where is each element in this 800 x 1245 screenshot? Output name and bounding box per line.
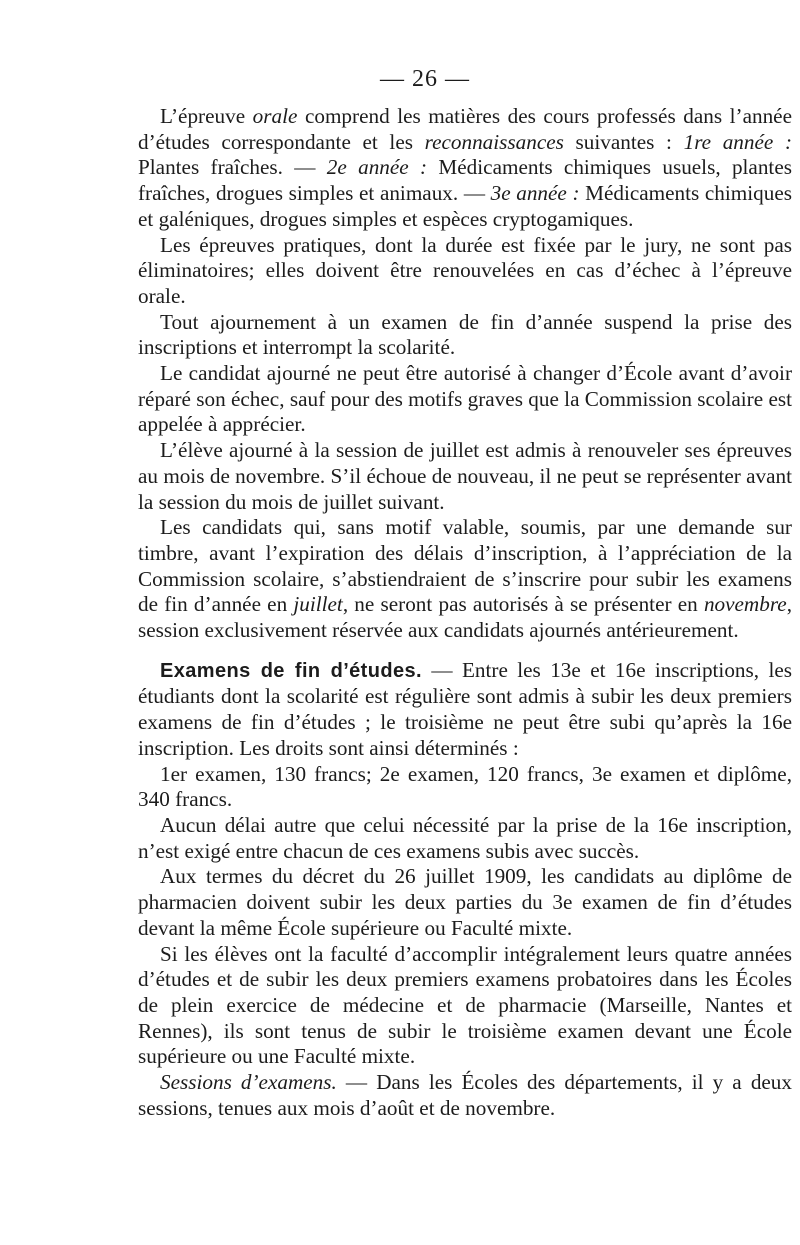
- text-run: — Dans les Écoles des départements, il y a deux sessions, tenues aux mois d’août et de novembre.: [138, 1070, 792, 1120]
- text-run: Plantes fraîches. —: [138, 155, 327, 180]
- text-run: Si les élèves ont la faculté d’accomplir intégralement leurs quatre années d’études et de subir les deux premiers examens probatoires dans les Écoles de plein exercice de médecine et de pharmacie (Marseille, Nantes et Rennes), ils sont tenus de subir le troisième examen devant une École supérieure ou une Faculté mixte.: [138, 941, 792, 1069]
- text-run: L’élève ajourné à la session de juillet est admis à renouveler ses épreuves au mois de novembre. S’il échoue de nouveau, il ne peut se représenter avant la session du mois de juillet suivant.: [138, 438, 792, 514]
- text-run: , session exclusivement réservée aux candidats ajournés antérieurement.: [138, 592, 792, 643]
- paragraph: [138, 515, 792, 644]
- italic-text: novembre: [703, 592, 787, 617]
- paragraph: [138, 762, 792, 813]
- paragraph: [138, 864, 792, 941]
- text-run: Médicaments chimiques usuels, plantes fraîches, drogues simples et animaux. —: [138, 155, 792, 206]
- text-run: Médicaments chimiques et galéniques, drogues simples et espèces cryptogamiques.: [138, 181, 792, 231]
- italic-text: 1re année :: [683, 129, 792, 154]
- text-run: 1er examen, 130 francs; 2e examen, 120 francs, 3e examen et diplôme, 340 francs.: [138, 761, 792, 812]
- paragraph: [138, 104, 792, 233]
- text-run: Aux termes du décret du 26 juillet 1909, les candidats au diplôme de pharmacien doivent subir les deux parties du 3e examen de fin d’études devant la même École supérieure ou Faculté mixte.: [138, 864, 792, 940]
- italic-text: 3e année :: [490, 181, 580, 206]
- italic-text: Sessions d’examens.: [160, 1070, 337, 1095]
- paragraph: [138, 438, 792, 515]
- text-run: Le candidat ajourné ne peut être autorisé à changer d’École avant d’avoir réparé son échec, sauf pour des motifs graves que la Commission scolaire est appelée à apprécier.: [138, 361, 792, 437]
- text-run: comprend les matières des cours professés dans l’année d’études correspondante et les: [138, 104, 792, 154]
- text-run: , ne seront pas autorisés à se présenter en: [342, 592, 704, 617]
- text-run: Aucun délai autre que celui nécessité par la prise de la 16e inscription, n’est exigé entre chacun de ces examens subis avec succès.: [138, 812, 792, 863]
- paragraph: [138, 1070, 792, 1121]
- italic-text: reconnaissances: [424, 129, 564, 154]
- text-run: L’épreuve: [160, 104, 253, 128]
- italic-text: juillet: [293, 592, 343, 617]
- body-text: [138, 104, 792, 1121]
- paragraph: [138, 813, 792, 864]
- text-run: Les épreuves pratiques, dont la durée est fixée par le jury, ne sont pas éliminatoires; elles doivent être renouvelées en cas d’échec à l’épreuve orale.: [138, 232, 792, 308]
- text-run: — Entre les 13e et 16e inscriptions, les étudiants dont la scolarité est régulière sont admis à subir les deux premiers examens de fin d’études ; le troisième ne peut être subi qu’après la 16e inscription. Les droits sont ainsi déterminés :: [138, 657, 792, 760]
- italic-text: 2e année :: [326, 155, 428, 180]
- page-number: — 26 —: [380, 66, 470, 92]
- section-heading: Examens de fin d’études.: [160, 659, 422, 682]
- paragraph: [138, 658, 792, 762]
- paragraph: [138, 310, 792, 361]
- paragraph: [138, 942, 792, 1071]
- paragraph: [138, 233, 792, 310]
- italic-text: orale: [252, 104, 298, 128]
- text-run: Les candidats qui, sans motif valable, soumis, par une demande sur timbre, avant l’expiration des délais d’inscription, à l’appréciation de la Commission scolaire, s’abstiendraient de s’inscrire pour subir les examens de fin d’année en: [138, 515, 792, 617]
- paragraph: [138, 361, 792, 438]
- text-run: suivantes :: [563, 129, 684, 154]
- text-run: Tout ajournement à un examen de fin d’année suspend la prise des inscriptions et interrompt la scolarité.: [138, 309, 792, 360]
